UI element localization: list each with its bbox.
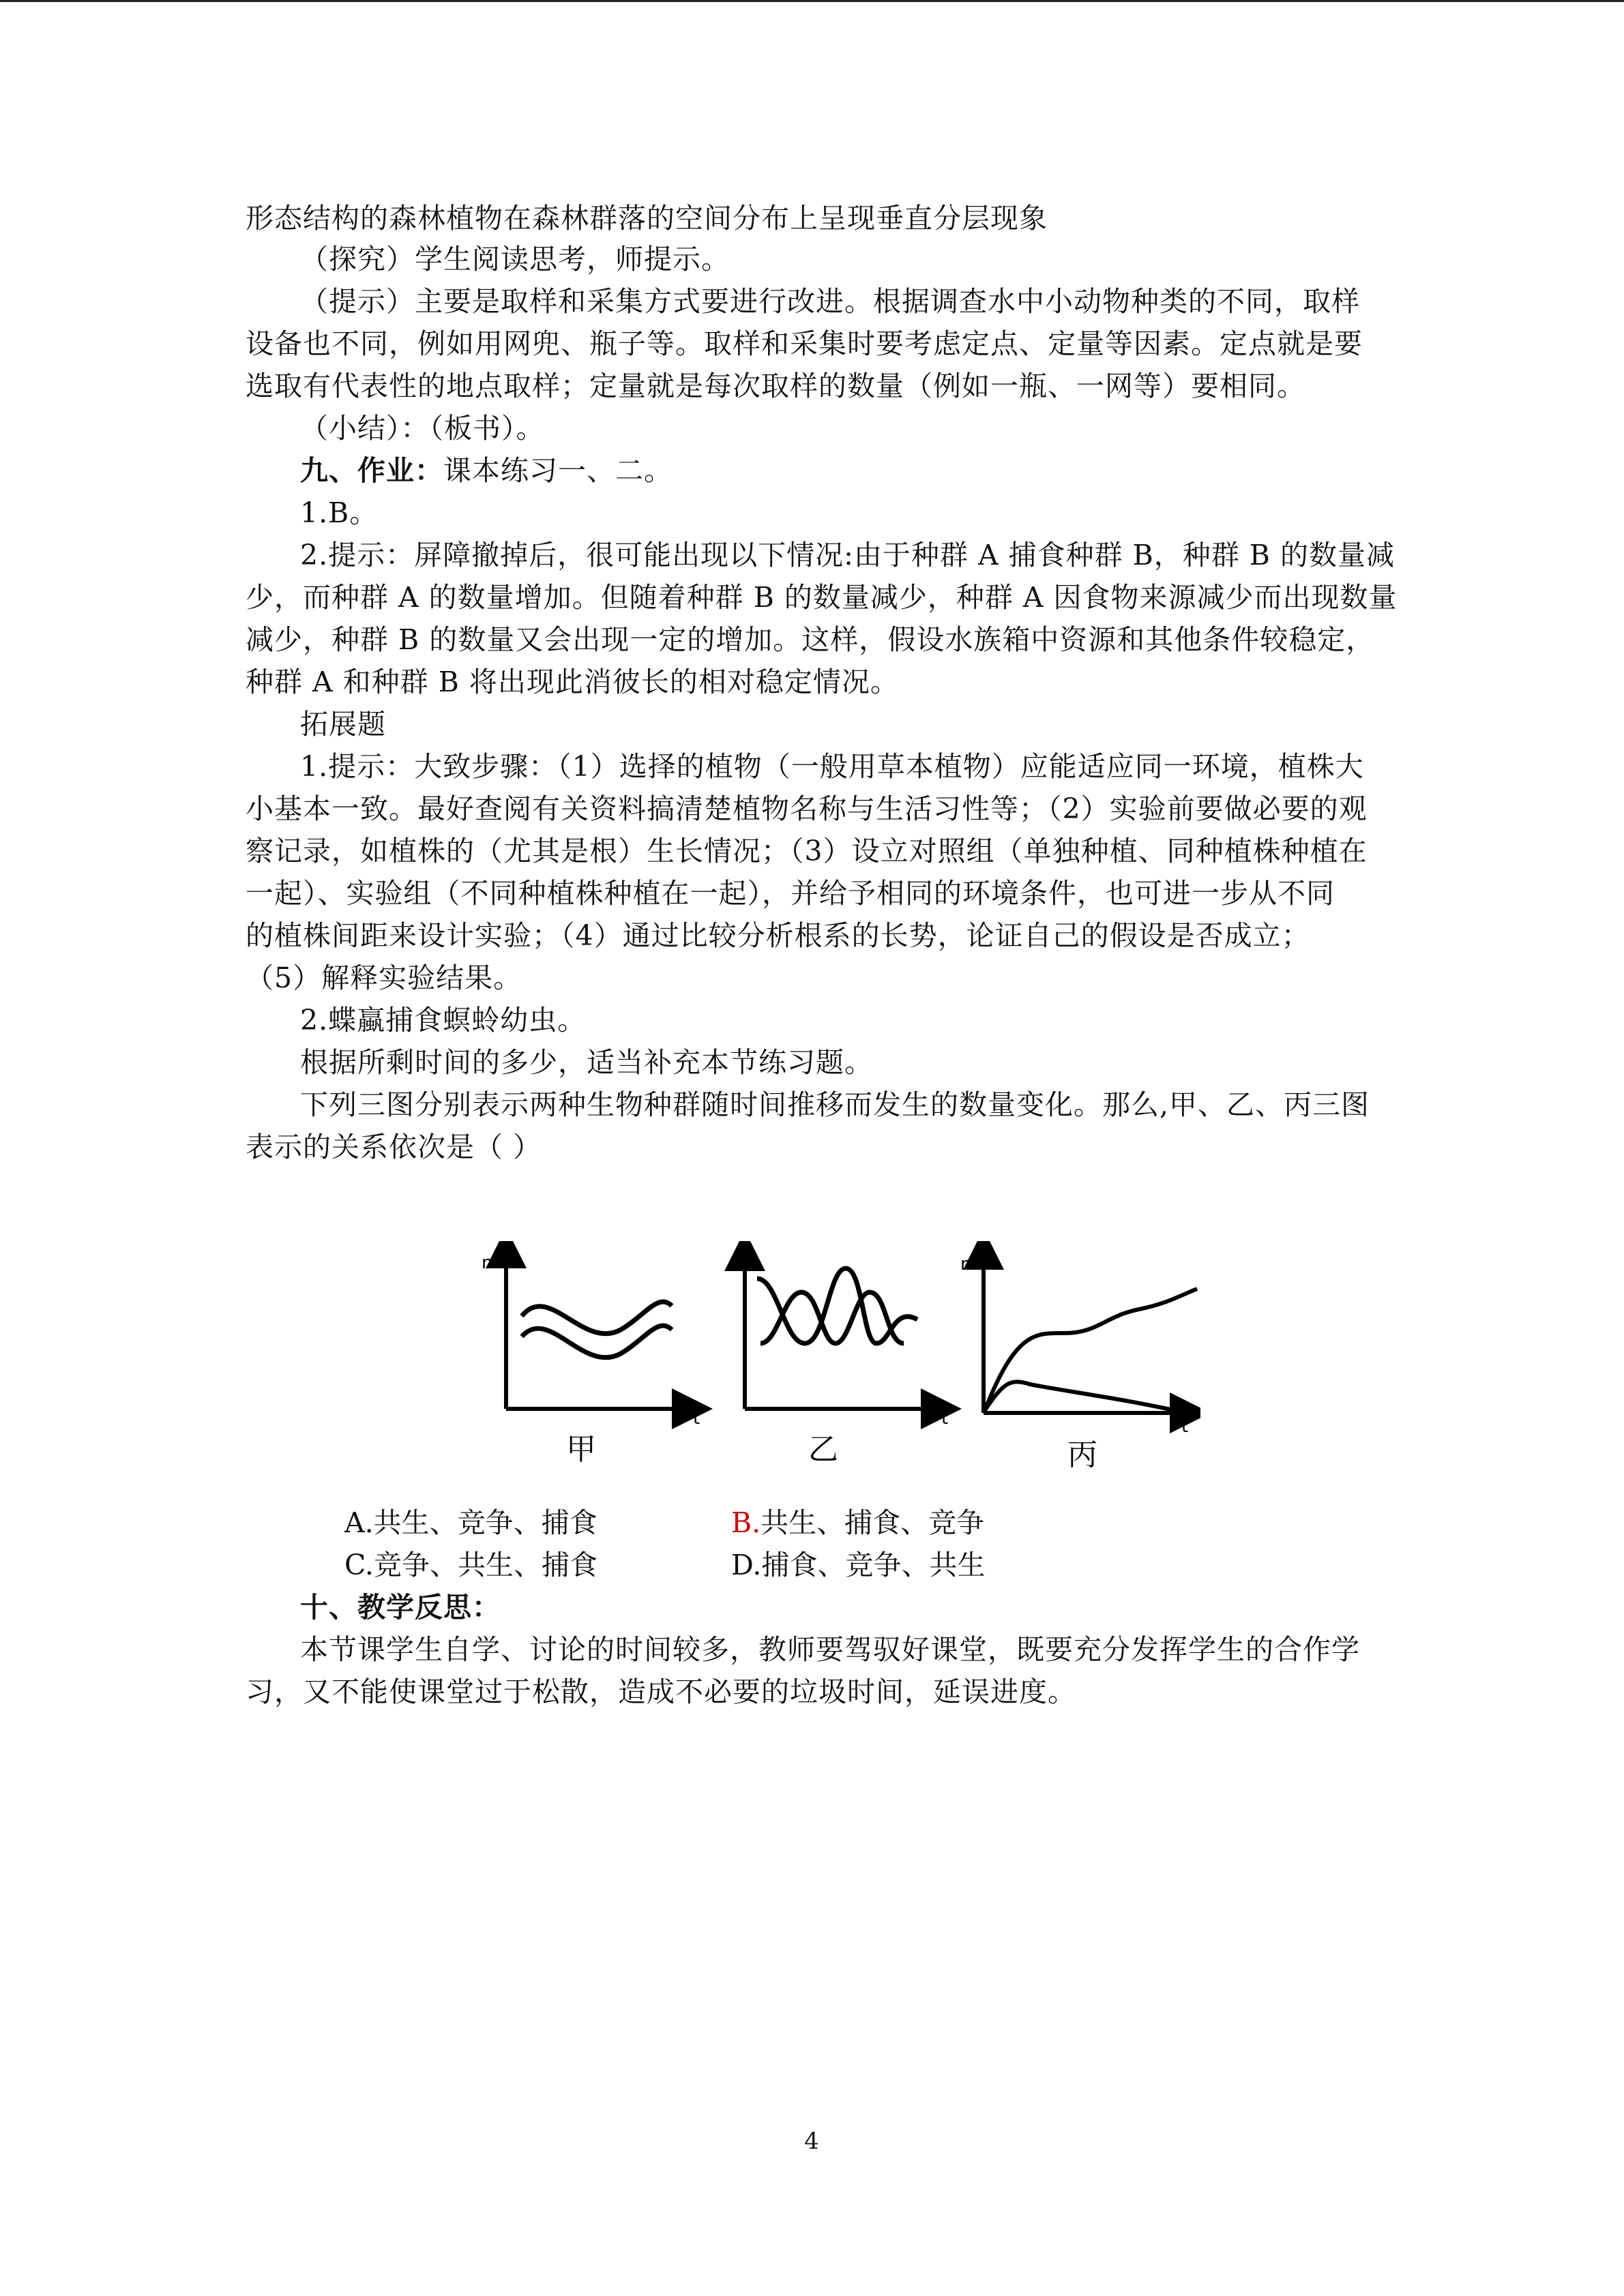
y-axis-label: n [960, 1254, 972, 1274]
panel-label-bing: 丙 [1067, 1437, 1097, 1472]
paragraph-line: 小基本一致。最好查阅有关资料搞清楚植物名称与生活习性等；（2）实验前要做必要的观 [246, 792, 1368, 825]
paragraph-line: 1.提示：大致步骤：（1）选择的植物（一般用草本植物）应能适应同一环境，植株大 [300, 750, 1364, 783]
paragraph-line: 1.B。 [300, 496, 379, 529]
y-axis-label: n [482, 1253, 493, 1273]
paragraph-line: 种群 A 和种群 B 将出现此消彼长的相对稳定情况。 [246, 666, 899, 698]
population-graphs-svg [464, 1241, 1200, 1487]
paragraph-line: 设备也不同，例如用网兜、瓶子等。取样和采集时要考虑定点、定量等因素。定点就是要 [246, 327, 1363, 360]
paragraph-line: 选取有代表性的地点取样；定量就是每次取样的数量（例如一瓶、一网等）要相同。 [246, 370, 1305, 402]
population-graphs-figure [464, 1241, 1200, 1487]
graph-panel-yi [745, 1251, 948, 1467]
paragraph-line: （5）解释实验结果。 [246, 961, 522, 994]
panel-label-yi: 乙 [808, 1432, 838, 1467]
paragraph-line: （提示）主要是取样和采集方式要进行改进。根据调查水中小动物种类的不同，取样 [300, 285, 1360, 318]
option-b-letter: B. [731, 1506, 761, 1539]
paragraph-line: 的植株间距来设计实验；（4）通过比较分析根系的长势，论证自己的假设是否成立； [246, 919, 1310, 952]
population-curve-prey [761, 1292, 904, 1343]
x-axis-label: t [941, 1408, 949, 1429]
paragraph-line: 本节课学生自学、讨论的时间较多，教师要驾驭好课堂，既要充分发挥学生的合作学 [300, 1633, 1360, 1666]
paragraph-line: 2.蝶蠃捕食螟蛉幼虫。 [300, 1004, 587, 1037]
population-curve-rising [985, 1289, 1197, 1410]
paragraph-line: 一起）、实验组（不同种植株种植在一起），并给予相同的环境条件，也可进一步从不同 [246, 877, 1335, 910]
paragraph-line: 形态结构的森林植物在森林群落的空间分布上呈现垂直分层现象 [246, 202, 1048, 235]
homework-text: 课本练习一、二。 [443, 454, 673, 487]
population-curve-declining [985, 1382, 1180, 1412]
paragraph-line: 拓展题 [300, 708, 386, 741]
x-axis-label: t [1181, 1416, 1189, 1437]
paragraph-line: 减少，种群 B 的数量又会出现一定的增加。这样，假设水族箱中资源和其他条件较稳定， [246, 623, 1375, 656]
section-nine-heading: 九、作业： [300, 454, 443, 487]
page-number: 4 [804, 2128, 819, 2155]
homework-line [300, 450, 673, 491]
graph-panel-jia [482, 1248, 700, 1467]
paragraph-line: 2.提示：屏障撤掉后，很可能出现以下情况:由于种群 A 捕食种群 B，种群 B 的数量减 [300, 539, 1395, 571]
paragraph-line: 察记录，如植株的（尤其是根）生长情况；（3）设立对照组（单独种植、同种植株种植在 [246, 835, 1368, 867]
paragraph-line: （小结）：（板书）。 [300, 412, 545, 445]
paragraph-line: 根据所剩时间的多少，适当补充本节练习题。 [300, 1046, 873, 1079]
option-b-text: 共生、捕食、竞争 [761, 1506, 985, 1539]
panel-label-jia: 甲 [566, 1432, 596, 1467]
graph-panel-bing [960, 1249, 1197, 1472]
option-a: A.共生、竞争、捕食 [344, 1506, 597, 1539]
top-border [0, 0, 1624, 2]
x-axis-label: t [693, 1408, 700, 1429]
option-d: D.捕食、竞争、共生 [731, 1549, 986, 1581]
paragraph-line: 习，又不能使课堂过于松散，造成不必要的垃圾时间，延误进度。 [246, 1675, 1076, 1708]
option-b [731, 1502, 984, 1543]
paragraph-line: 表示的关系依次是（ ） [246, 1131, 542, 1163]
paragraph-line: 下列三图分别表示两种生物种群随时间推移而发生的数量变化。那么,甲、乙、丙三图 [300, 1088, 1370, 1121]
section-ten-heading: 十、教学反思： [300, 1591, 501, 1624]
option-c: C.竞争、共生、捕食 [344, 1549, 597, 1581]
paragraph-line: （探究）学生阅读思考，师提示。 [300, 243, 730, 275]
paragraph-line: 少，而种群 A 的数量增加。但随着种群 B 的数量减少，种群 A 因食物来源减少而出现数量 [246, 581, 1398, 614]
